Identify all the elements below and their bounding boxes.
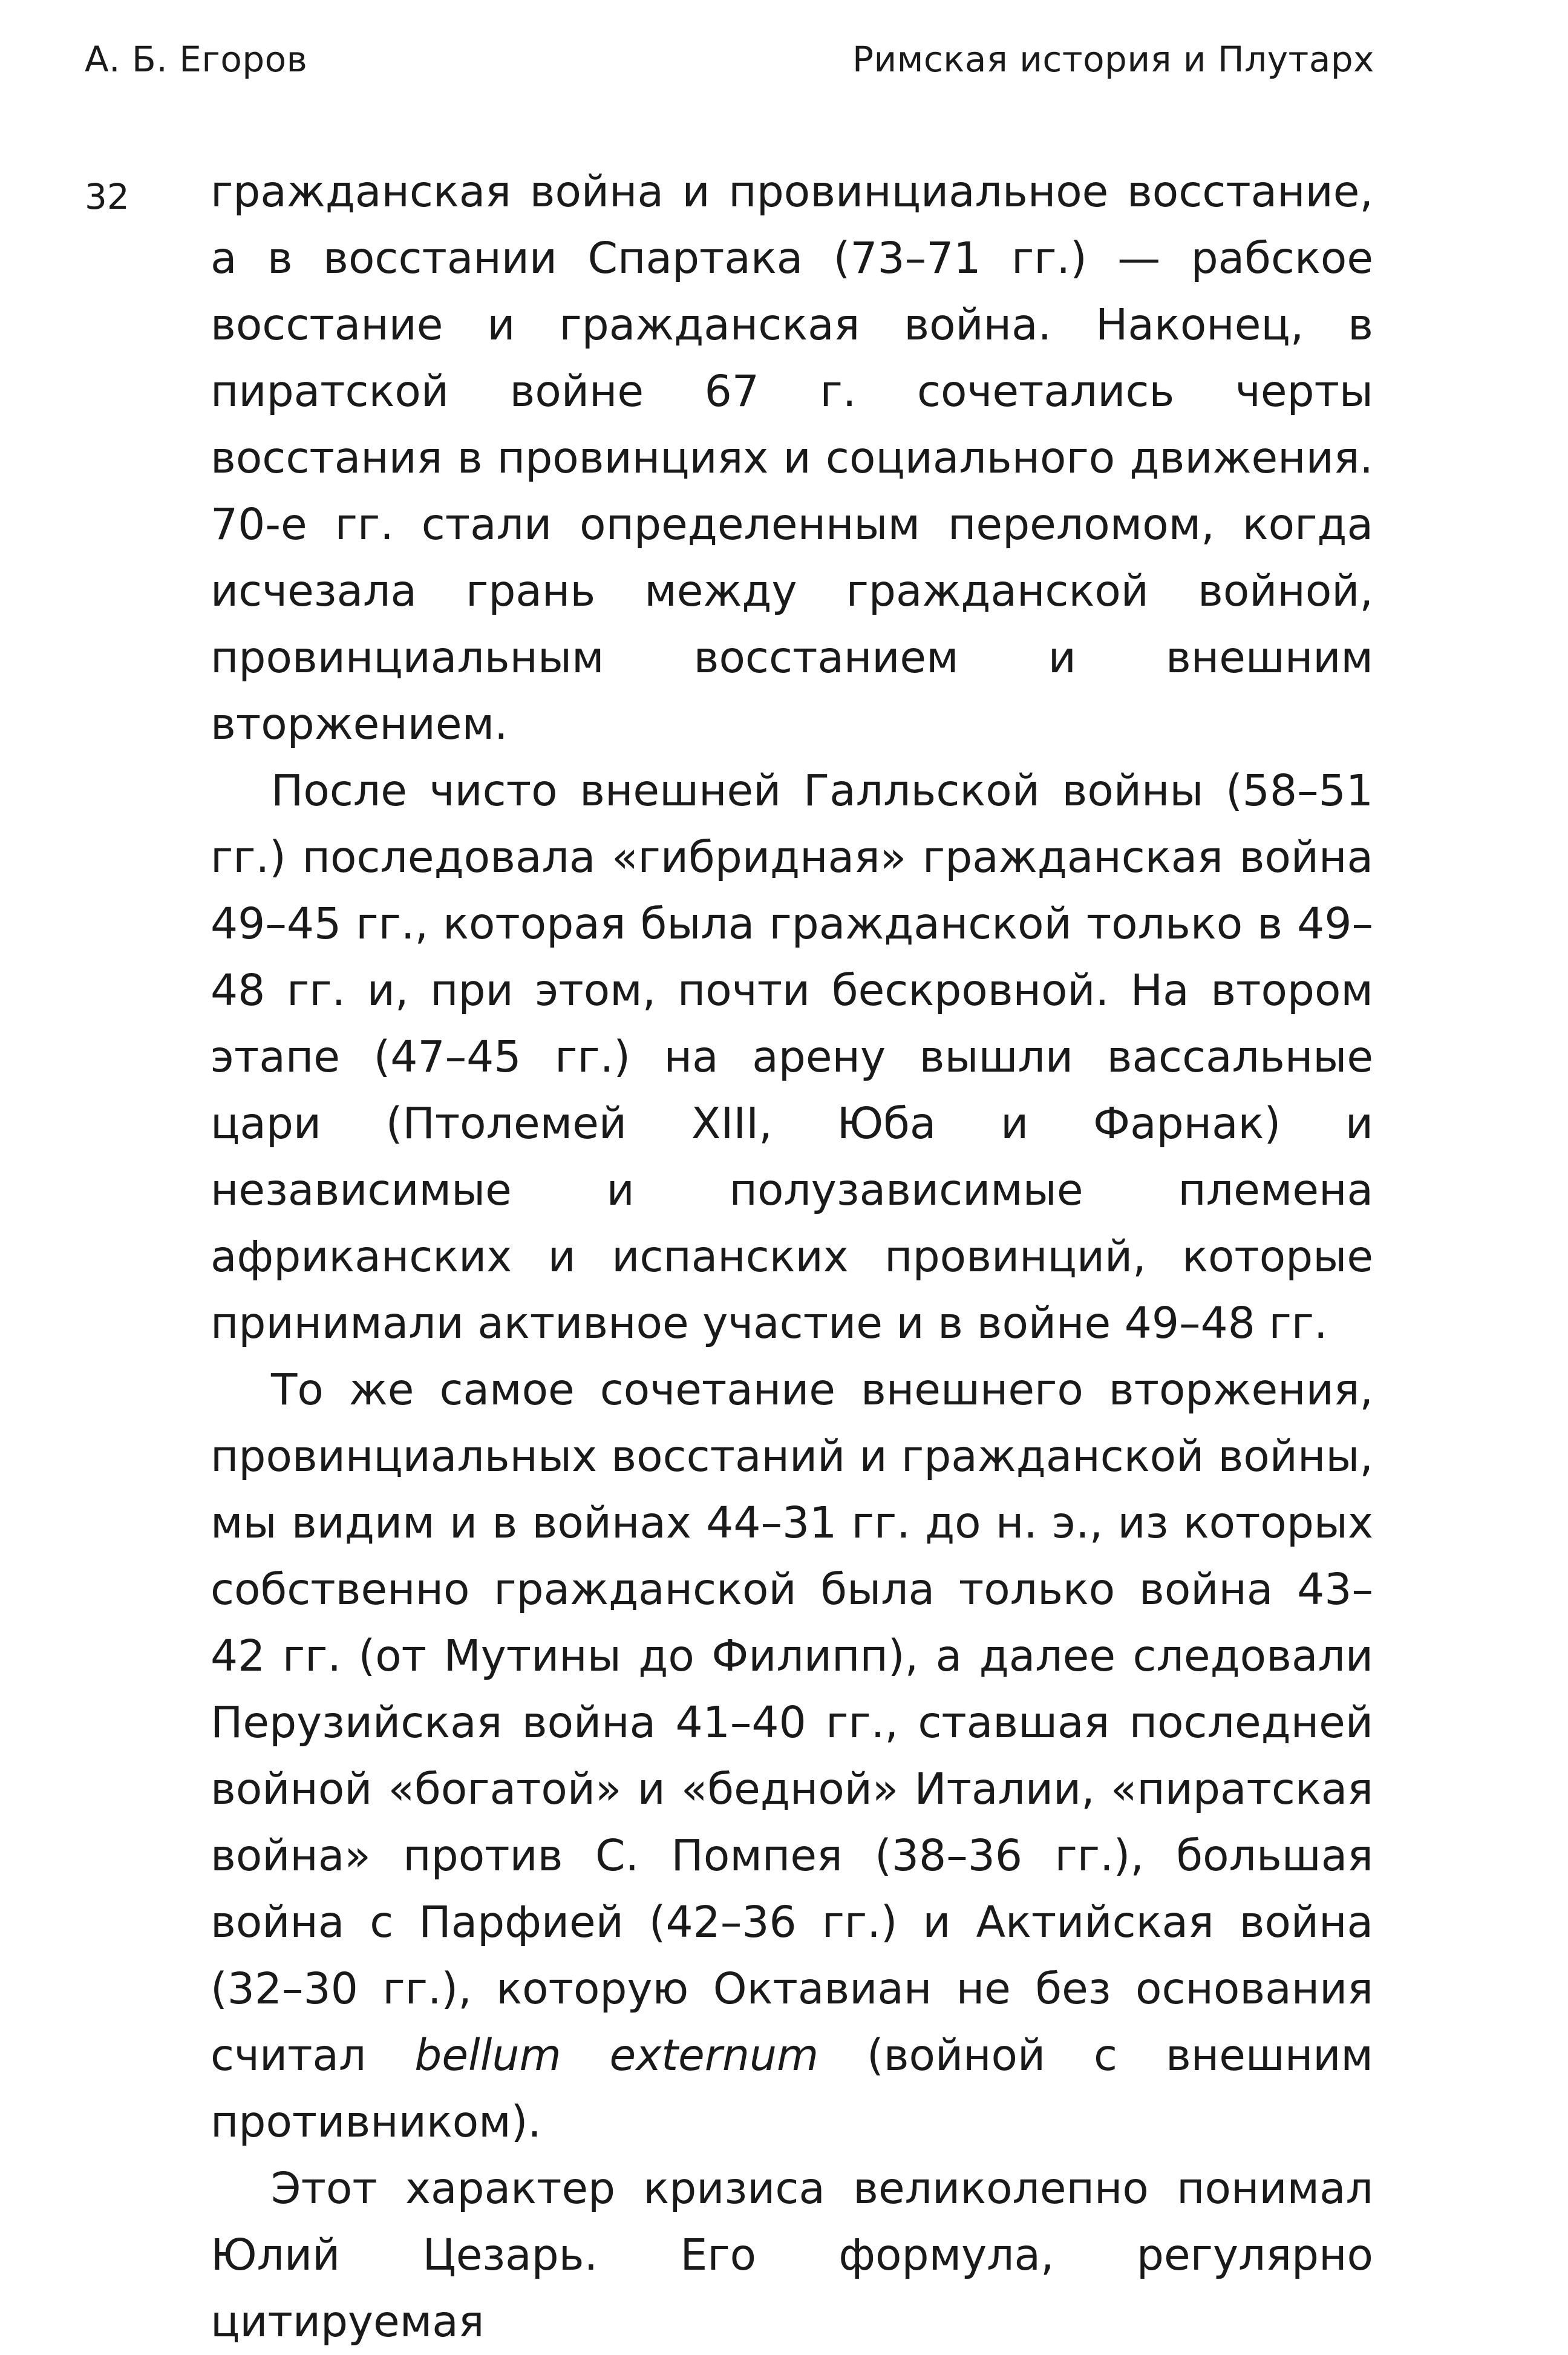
body-text [211, 159, 1373, 2355]
paragraph [211, 1357, 1373, 2155]
paragraph-text: (войной с внешним противником). [211, 2030, 1373, 2147]
running-head [85, 35, 1374, 84]
paragraph: После чисто внешней Галльской войны (58–51 гг.) последовала «гибридная» гражданская война 49–45 гг., которая была гражданской только в 49–48 гг. и, при этом, почти бескровной. На втором этапе (47–45 гг.) на арену вышли вассальные цари (Птолемей XIII, Юба и Фарнак) и независимые и полузависимые племена африканских и испанских провинций, которые принимали активное участие и в войне 49–48 гг. [211, 765, 1373, 1348]
latin-phrase: bellum externum [414, 2030, 819, 2080]
running-head-author: А. Б. Егоров [85, 39, 308, 80]
paragraph-text: То же самое сочетание внешнего вторжения, провинциальных восстаний и гражданской войны, мы видим и в войнах 44–31 гг. до н. э., из которых собственно гражданской была только война 43–42 гг. (от Мутины до Филипп), а далее следовали Перузийская война 41–40 гг., ставшая последней войной «богатой» и «бедной» Италии, «пиратская война» против С. Помпея (38–36 гг.), большая война с Парфией (42–36 гг.) и Актийская война (32–30 гг.), которую Октавиан не без основания считал [211, 1364, 1373, 2080]
paragraph: гражданская война и провинциальное восстание, а в восстании Спартака (73–71 гг.) — рабское восстание и гражданская война. Наконец, в пиратской войне 67 г. сочетались черты восстания в провинциях и социального движения. 70-е гг. стали определенным переломом, когда исчезала грань между гражданской войной, провинциальным восстанием и внешним вторжением. [211, 166, 1373, 749]
page-number: 32 [85, 176, 129, 217]
paragraph: Этот характер кризиса великолепно понимал Юлий Цезарь. Его формула, регулярно цитируемая [211, 2163, 1373, 2347]
running-head-book-title: Римская история и Плутарх [852, 39, 1374, 80]
